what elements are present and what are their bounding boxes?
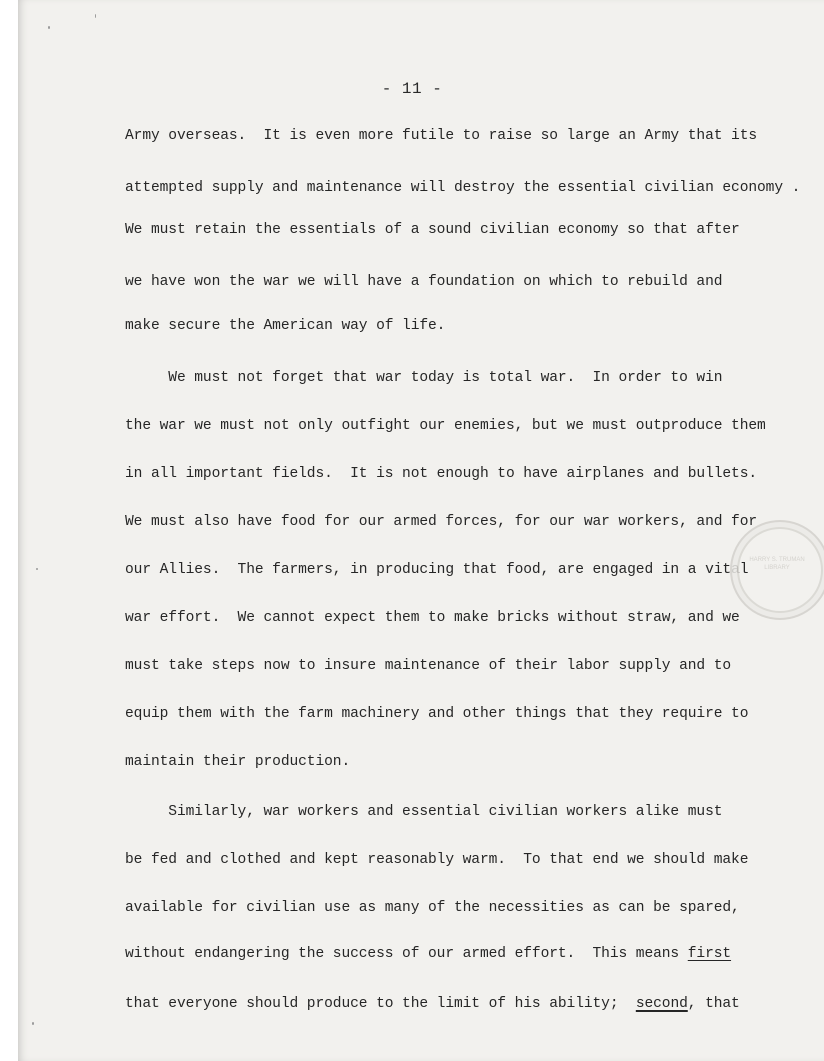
text-line: the war we must not only outfight our enemies, but we must outproduce them (125, 418, 766, 434)
underlined-word: second (635, 996, 688, 1012)
paper-speck (36, 568, 38, 570)
stamp-label: HARRY S. TRUMAN LIBRARY (749, 557, 805, 571)
paper-speck (48, 26, 50, 29)
text-line: Similarly, war workers and essential civilian workers alike must (125, 804, 723, 820)
text-line: make secure the American way of life. (125, 318, 446, 334)
paper-speck (32, 1022, 34, 1025)
text-line: we have won the war we will have a foundation on which to rebuild and (125, 274, 723, 290)
text-line: We must also have food for our armed forces, for our war workers, and for (125, 514, 758, 530)
text-line: attempted supply and maintenance will destroy the essential civilian economy . (125, 180, 801, 196)
text-span: that everyone should produce to the limit of his ability; (125, 996, 636, 1012)
page-number: - 11 - (381, 80, 443, 98)
text-line: war effort. We cannot expect them to make bricks without straw, and we (125, 610, 740, 626)
text-line: our Allies. The farmers, in producing that food, are engaged in a vital (125, 562, 749, 578)
text-line: in all important fields. It is not enough to have airplanes and bullets. (125, 466, 758, 482)
text-span: , that (687, 996, 740, 1012)
text-line: We must not forget that war today is total war. In order to win (125, 370, 723, 386)
text-line: must take steps now to insure maintenance of their labor supply and to (125, 658, 732, 674)
text-span: without endangering the success of our armed effort. This means (125, 946, 688, 962)
text-line (125, 996, 740, 1012)
text-line: equip them with the farm machinery and other things that they require to (125, 706, 749, 722)
paper-speck (95, 14, 96, 18)
text-line: Army overseas. It is even more futile to raise so large an Army that its (125, 128, 758, 144)
text-line: be fed and clothed and kept reasonably warm. To that end we should make (125, 852, 749, 868)
library-stamp (730, 520, 824, 620)
text-line: available for civilian use as many of the necessities as can be spared, (125, 900, 740, 916)
text-line: We must retain the essentials of a sound civilian economy so that after (125, 222, 740, 238)
text-line (125, 946, 731, 962)
text-line: maintain their production. (125, 754, 351, 770)
underlined-word: first (687, 946, 732, 962)
